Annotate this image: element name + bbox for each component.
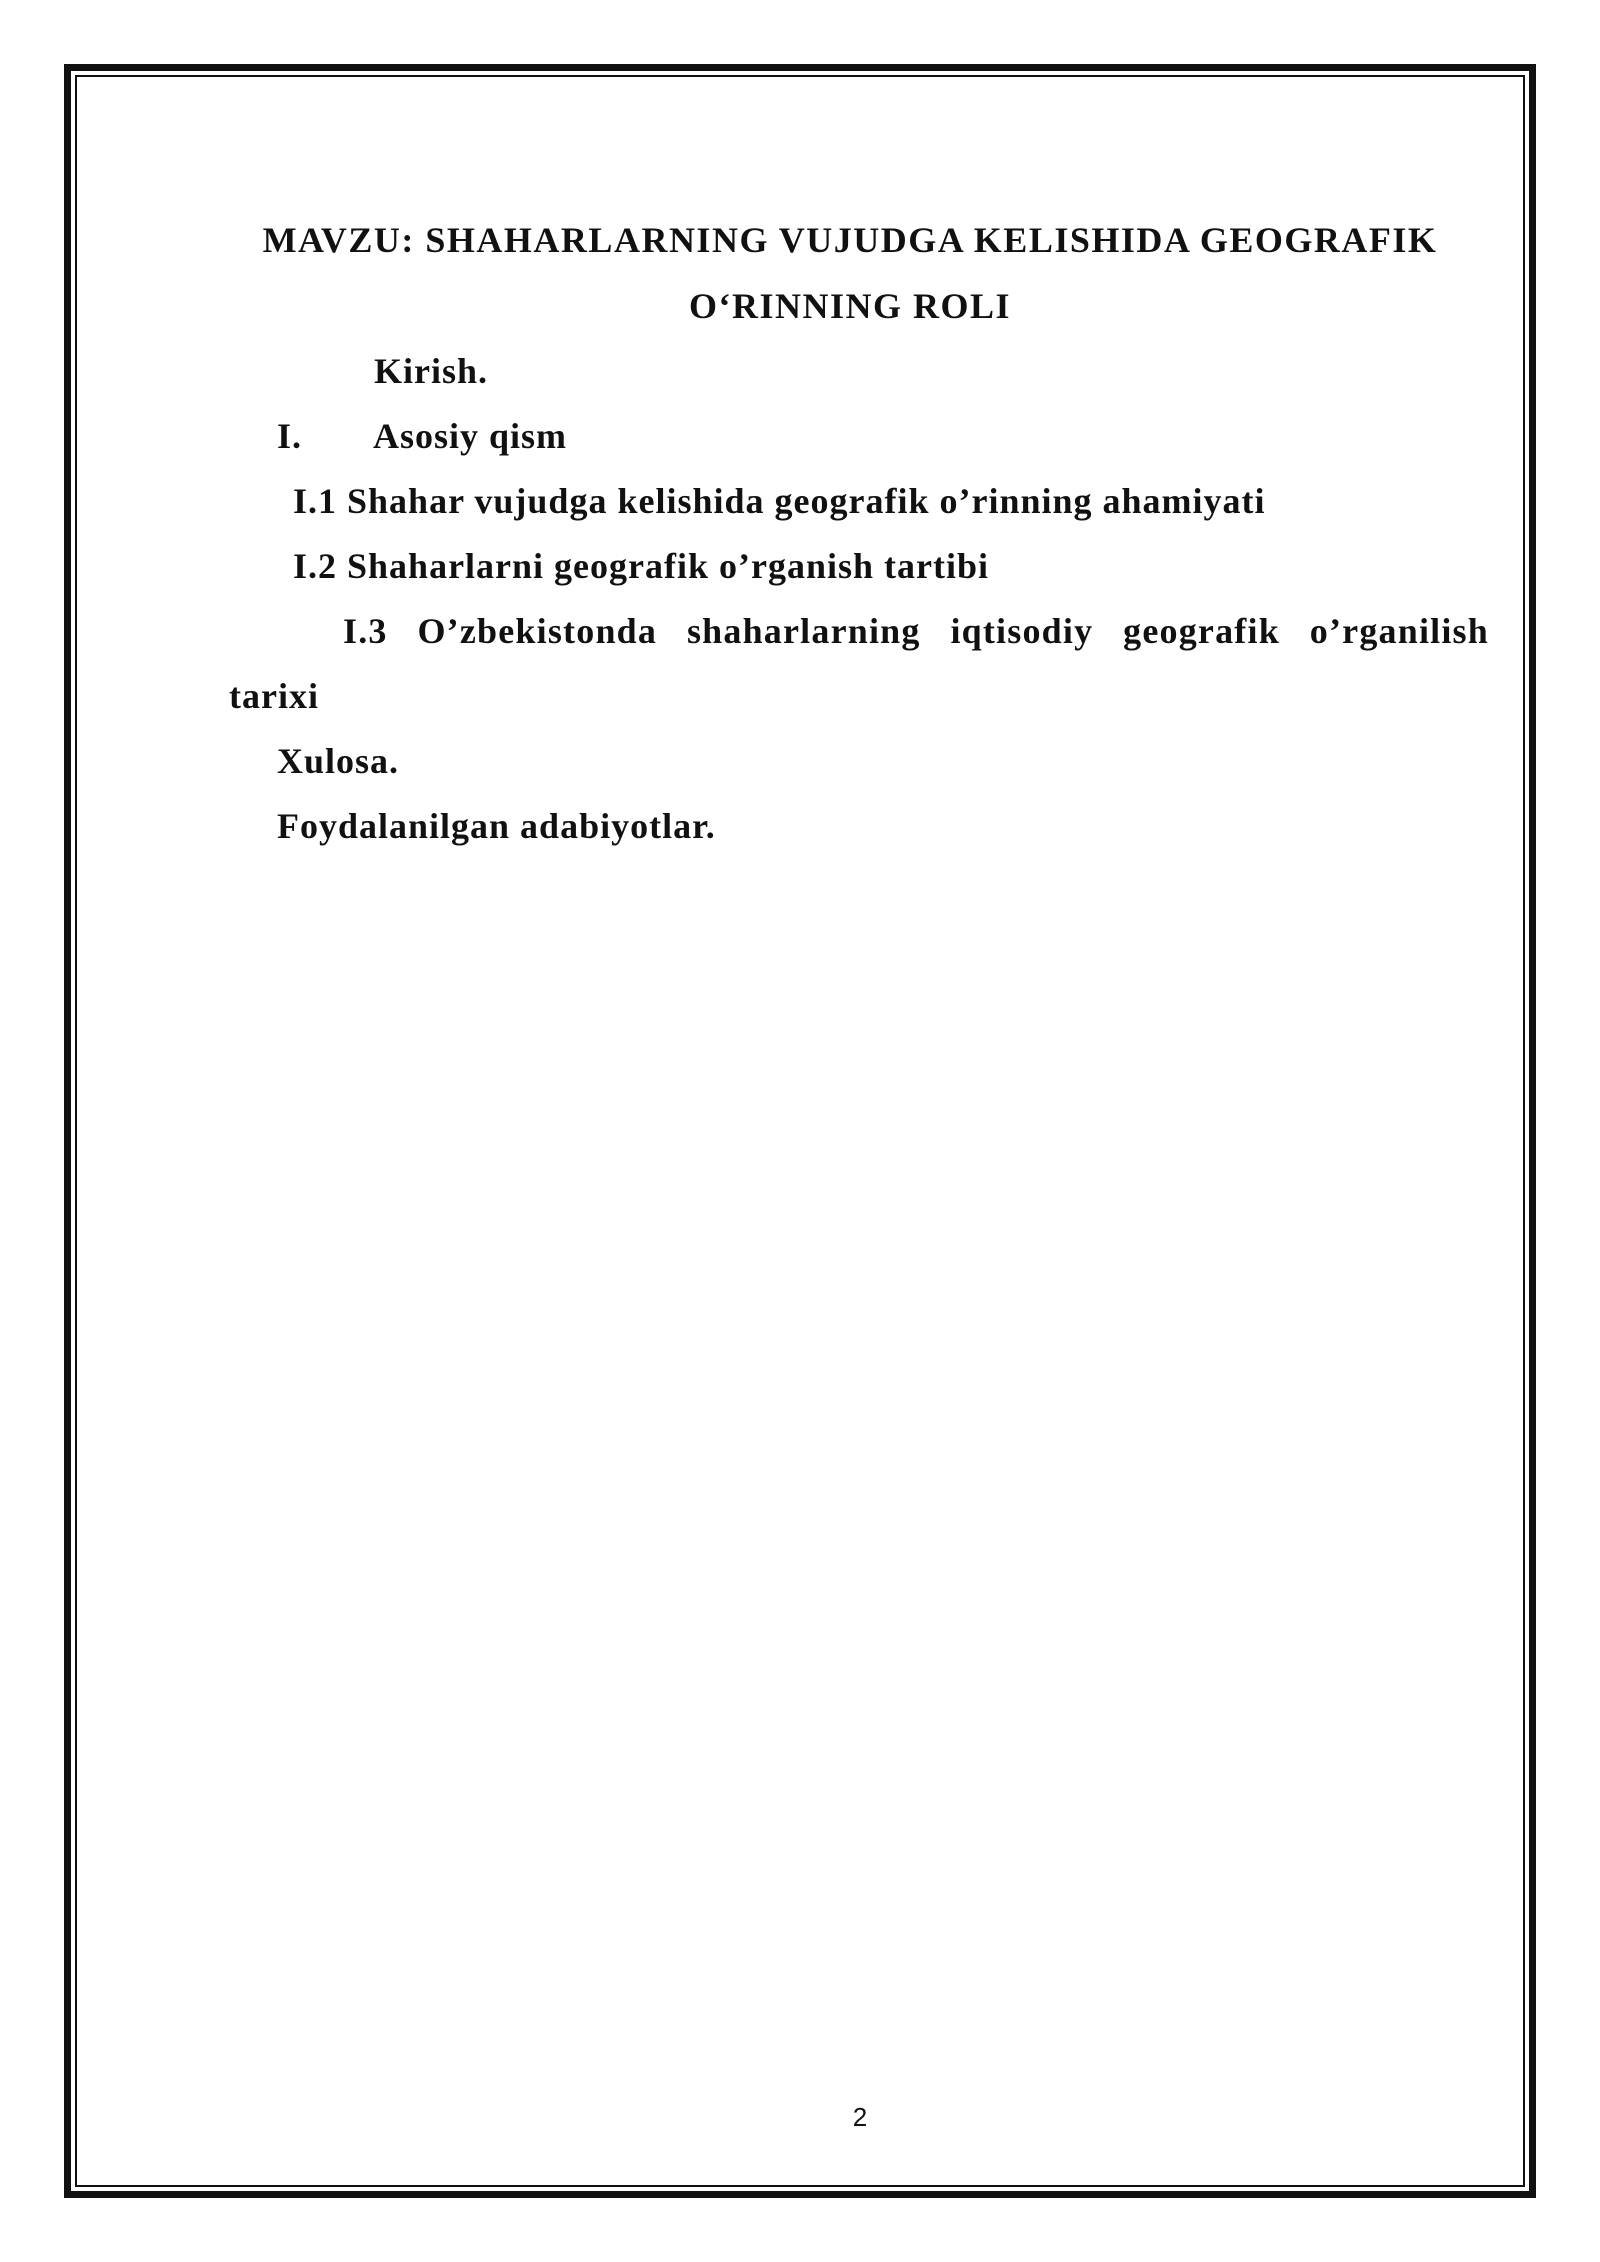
toc-section-1-3-line-2: tarixi: [229, 676, 319, 716]
document-title-line-2: O‘RINNING ROLI: [688, 286, 1012, 326]
toc-main-part: [277, 414, 567, 458]
toc-conclusion: Xulosa.: [277, 741, 400, 781]
toc-main-part-number: I.: [277, 416, 303, 456]
toc-section-1-1: I.1 Shahar vujudga kelishida geografik o’rinning ahamiyati: [293, 481, 1266, 521]
toc-section-1-3-line-1: I.3 O’zbekistonda shaharlarning iqtisodiy geografik o’rganilish: [343, 611, 1489, 651]
toc-section-1-2: I.2 Shaharlarni geografik o’rganish tartibi: [293, 546, 990, 586]
toc-references: Foydalanilgan adabiyotlar.: [277, 806, 716, 846]
toc-intro: Kirish.: [374, 351, 489, 391]
page-number: 2: [852, 2102, 868, 2132]
toc-main-part-label: Asosiy qism: [373, 416, 568, 456]
document-title-line-1: MAVZU: SHAHARLARNING VUJUDGA KELISHIDA GEOGRAFIK: [262, 220, 1438, 260]
page-border-inner: [75, 75, 1525, 2187]
